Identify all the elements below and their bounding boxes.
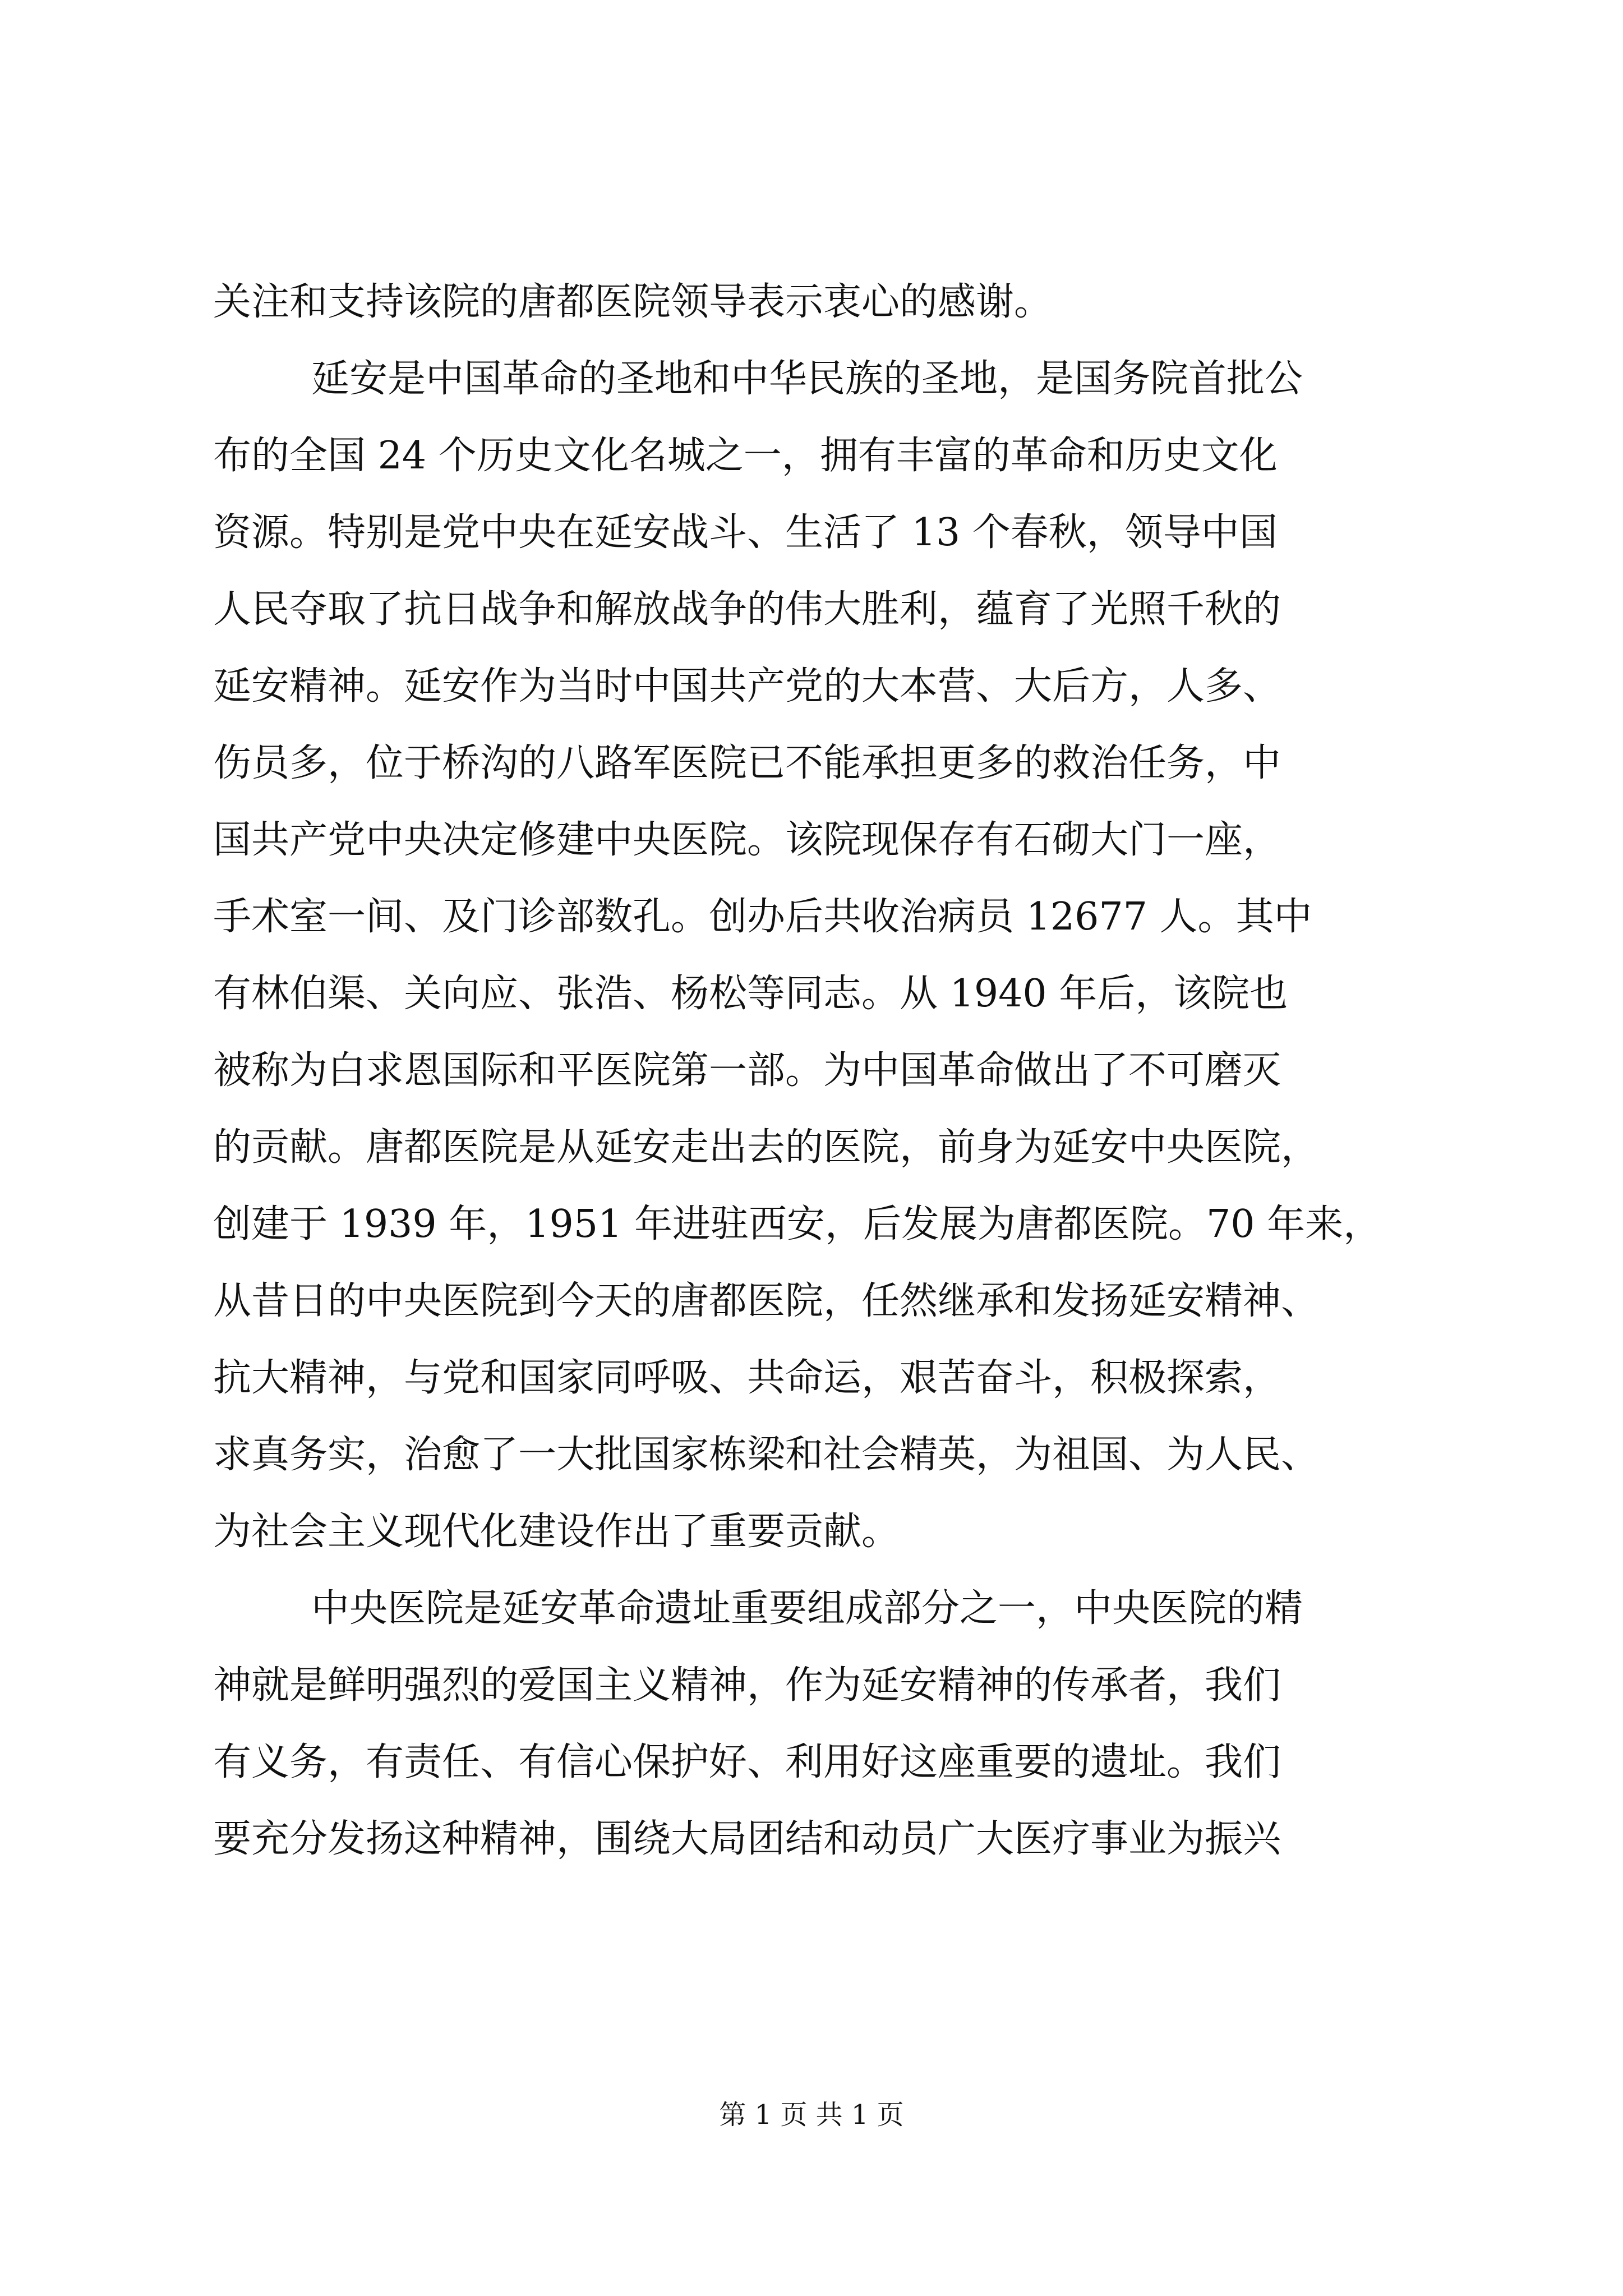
text-line: 关注和支持该院的唐都医院领导表示衷心的感谢。 [213, 280, 1053, 324]
text-line: 从昔日的中央医院到今天的唐都医院，任然继承和发扬延安精神、 [213, 1279, 1320, 1323]
text-line: 资源。特别是党中央在延安战斗、生活了 13 个春秋，领导中国 [213, 510, 1278, 555]
text-line: 国共产党中央决定修建中央医院。该院现保存有石砌大门一座， [213, 818, 1281, 862]
text-line: 神就是鲜明强烈的爱国主义精神，作为延安精神的传承者，我们 [213, 1663, 1281, 1708]
text-line: 创建于 1939 年，1951 年进驻西安，后发展为唐都医院。70 年来， [213, 1202, 1382, 1246]
text-line: 布的全国 24 个历史文化名城之一，拥有丰富的革命和历史文化 [213, 434, 1278, 478]
paragraph-start-line: 延安是中国革命的圣地和中华民族的圣地，是国务院首批公 [311, 357, 1303, 401]
paragraph-start-line: 中央医院是延安革命遗址重要组成部分之一，中央医院的精 [311, 1586, 1303, 1631]
text-line: 延安精神。延安作为当时中国共产党的大本营、大后方，人多、 [213, 664, 1281, 708]
text-line: 伤员多，位于桥沟的八路军医院已不能承担更多的救治任务，中 [213, 741, 1281, 785]
text-line: 有义务，有责任、有信心保护好、利用好这座重要的遗址。我们 [213, 1740, 1281, 1784]
text-line: 有林伯渠、关向应、张浩、杨松等同志。从 1940 年后，该院也 [213, 972, 1288, 1016]
text-line: 被称为白求恩国际和平医院第一部。为中国革命做出了不可磨灭 [213, 1048, 1281, 1093]
text-line: 手术室一间、及门诊部数孔。创办后共收治病员 12677 人。其中 [213, 895, 1312, 939]
text-line: 求真务实，治愈了一大批国家栋梁和社会精英，为祖国、为人民、 [213, 1433, 1320, 1477]
text-line: 人民夺取了抗日战争和解放战争的伟大胜利，蕴育了光照千秋的 [213, 587, 1281, 632]
text-line: 的贡献。唐都医院是从延安走出去的医院，前身为延安中央医院， [213, 1125, 1320, 1170]
text-line: 要充分发扬这种精神，围绕大局团结和动员广大医疗事业为振兴 [213, 1817, 1281, 1861]
text-line: 抗大精神，与党和国家同呼吸、共命运，艰苦奋斗，积极探索， [213, 1356, 1281, 1400]
page-footer: 第 1 页 共 1 页 [719, 2099, 904, 2131]
document-body [213, 264, 1424, 1878]
text-line: 为社会主义现代化建设作出了重要贡献。 [213, 1510, 900, 1554]
